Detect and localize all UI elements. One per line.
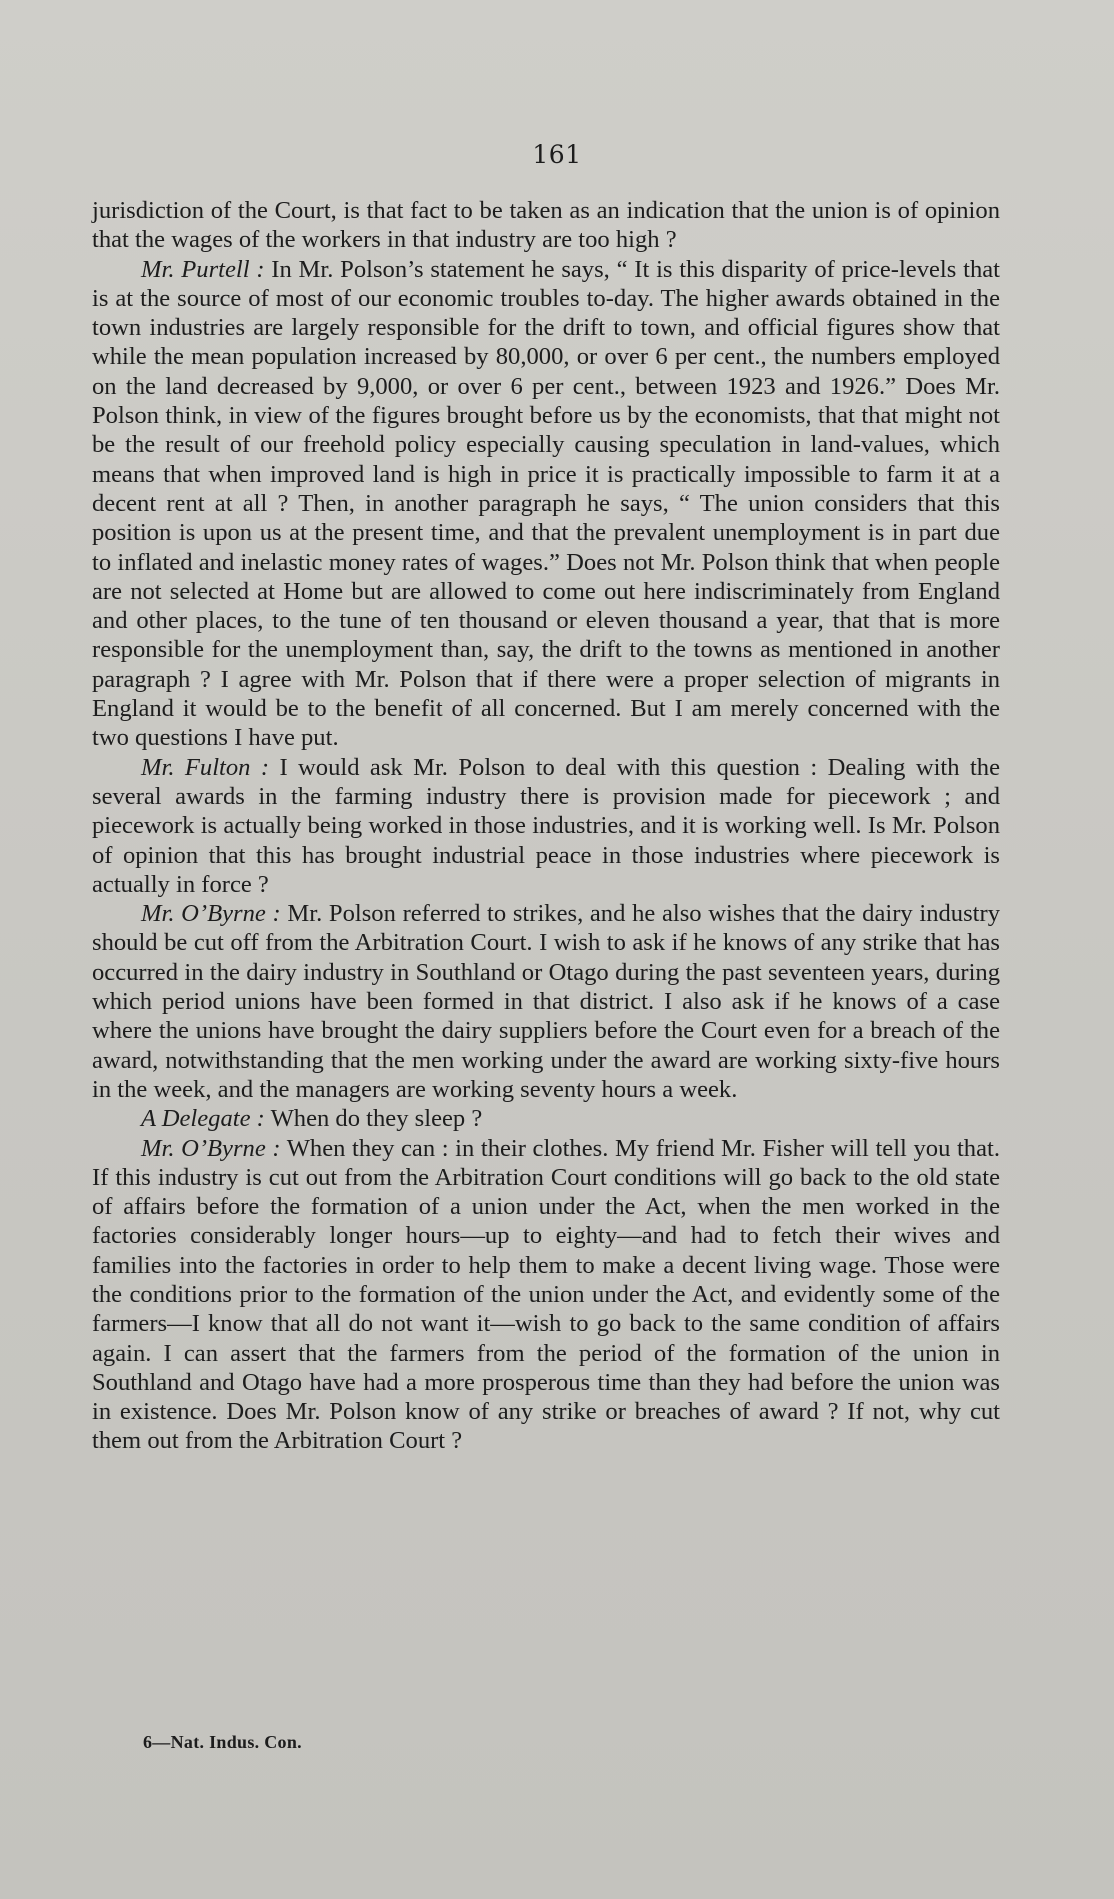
paragraph-delegate xyxy=(92,1104,1000,1133)
paragraph-continuation xyxy=(92,196,1000,255)
paragraph-text: In Mr. Polson’s statement he says, “ It is this disparity of price-levels that is at the source of most of our economic troubles to-day. The higher awards obtained in the town industries are largely responsible for the drift to town, and official figures show that while the mean population increased by 80,000, or over 6 per cent., the numbers employed on the land decreased by 9,000, or over 6 per cent., between 1923 and 1926.” Does Mr. Polson think, in view of the figures brought before us by the economists, that that might not be the result of our freehold policy especially causing speculation in land-values, which means that when improved land is high in price it is practically impossible to farm it at a decent rent at all ? Then, in another paragraph he says, “ The union considers that this position is upon us at the present time, and that the prevalent unemployment is in part due to inflated and inelastic money rates of wages.” Does not Mr. Polson think that when people are not selected at Home but are allowed to come out here indiscriminately from England and other places, to the tune of ten thousand or eleven thousand a year, that that is more responsible for the unemployment than, say, the drift to the towns as mentioned in another paragraph ? I agree with Mr. Polson that if there were a proper selection of migrants in England it would be to the benefit of all concerned. But I am merely concerned with the two questions I have put. xyxy=(92,255,1000,752)
speaker-name: A Delegate : xyxy=(141,1105,265,1133)
speaker-name: Mr. Purtell : xyxy=(141,255,265,283)
paragraph-obyrne-1 xyxy=(92,899,1000,1104)
paragraph-text: When they can : in their clothes. My friend Mr. Fisher will tell you that. If this industry is cut out from the Arbitration Court conditions will go back to the old state of affairs before the formation of a union under the Act, when the men worked in the factories considerably longer hours—up to eighty—and had to fetch their wives and families into the factories in order to help them to make a decent living wage. Those were the conditions prior to the formation of the union under the Act, and evidently some of the farmers—I know that all do not want it—wish to go back to the same condition of affairs again. I can assert that the farmers from the period of the formation of the union in Southland and Otago have had a more prosperous time than they had before the union was in existence. Does Mr. Polson know of any strike or breaches of award ? If not, why cut them out from the Arbitration Court ? xyxy=(92,1134,1000,1455)
speaker-name: Mr. Fulton : xyxy=(141,753,270,781)
paragraph-text: Mr. Polson referred to strikes, and he also wishes that the dairy industry should be cut off from the Arbitration Court. I wish to ask if he knows of any strike that has occurred in the dairy industry in Southland or Otago during the past seventeen years, during which period unions have been formed in that district. I also ask if he knows of a case where the unions have brought the dairy suppliers before the Court even for a breach of the award, notwithstanding that the men working under the award are working sixty-five hours in the week, and the managers are working seventy hours a week. xyxy=(92,900,1000,1103)
footer-signature-mark: 6—Nat. Indus. Con. xyxy=(143,1732,302,1752)
paragraph-text: I would ask Mr. Polson to deal with this question : Dealing with the several awards in the farming industry there is provision made for piecework ; and piecework is actually being worked in those industries, and it is working well. Is Mr. Polson of opinion that this has brought industrial peace in those industries where piecework is actually in force ? xyxy=(92,753,1001,898)
page-number: 161 xyxy=(532,140,582,169)
body-text xyxy=(92,196,1000,1456)
paragraph-purtell xyxy=(92,255,1000,753)
paragraph-text: jurisdiction of the Court, is that fact to be taken as an indication that the union is of opinion that the wages of the workers in that industry are too high ? xyxy=(92,197,1000,254)
paragraph-text: When do they sleep ? xyxy=(270,1105,483,1133)
paragraph-obyrne-2 xyxy=(92,1134,1000,1456)
paragraph-fulton xyxy=(92,753,1000,899)
speaker-name: Mr. O’Byrne : xyxy=(141,900,281,928)
speaker-name: Mr. O’Byrne : xyxy=(141,1134,281,1162)
